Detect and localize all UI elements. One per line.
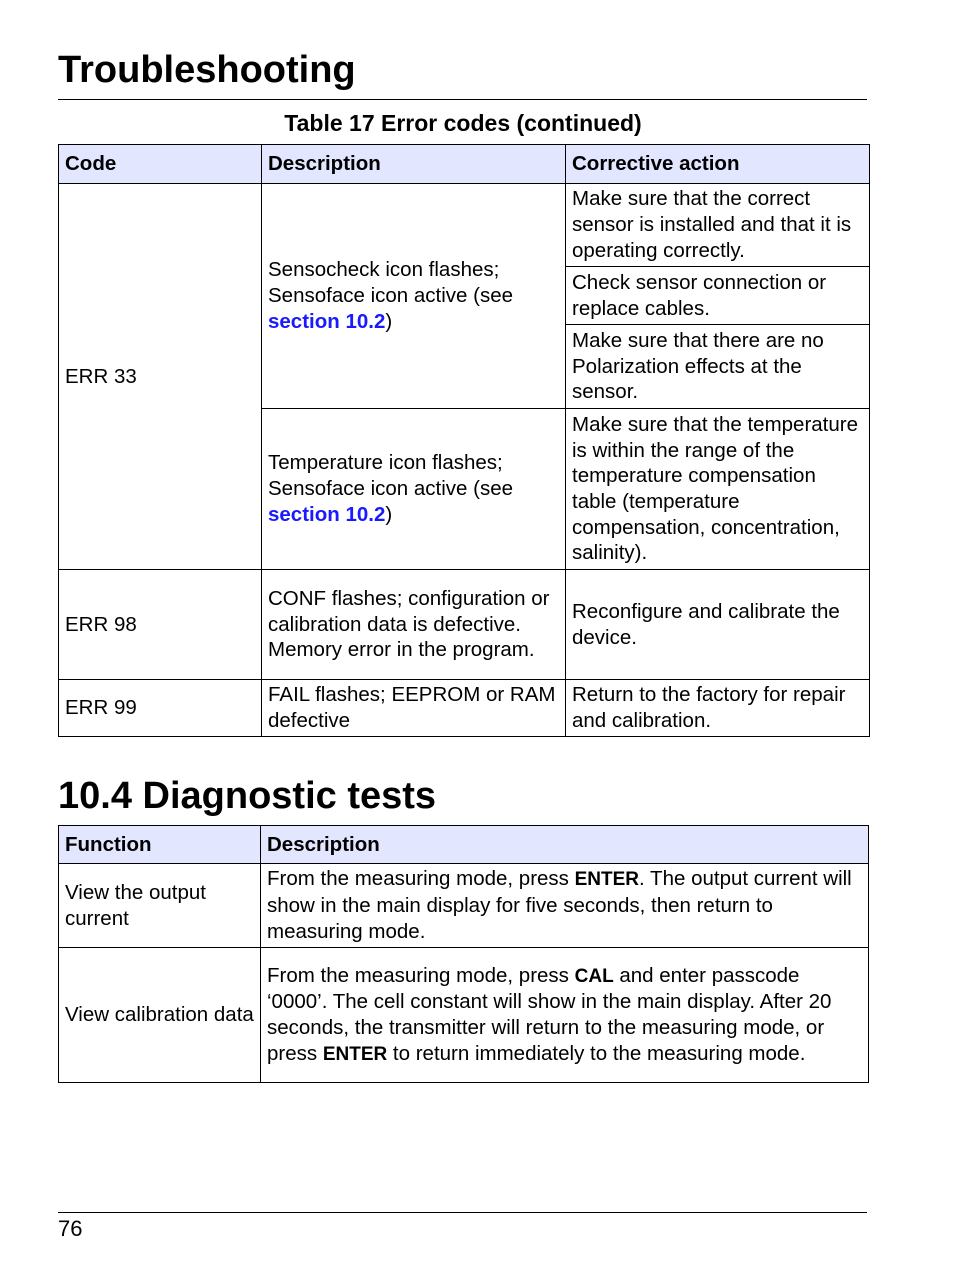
- table-header-row: [59, 145, 870, 184]
- table-row: [59, 680, 870, 737]
- header-rule: [58, 99, 867, 100]
- action-cell: Make sure that there are no Polarization effects at the sensor.: [566, 325, 870, 409]
- page-number: 76: [58, 1216, 83, 1241]
- header-description: Description: [261, 826, 869, 864]
- action-cell: Reconfigure and calibrate the device.: [566, 570, 870, 680]
- section-link[interactable]: section 10.2: [268, 309, 386, 333]
- function-cell: View calibration data: [59, 948, 261, 1083]
- description-text: Sensocheck icon flashes; Sensoface icon active (see: [268, 258, 513, 308]
- code-cell: ERR 99: [59, 680, 262, 737]
- header-code: Code: [59, 145, 262, 184]
- code-cell: ERR 98: [59, 570, 262, 680]
- header-corrective-action: Corrective action: [566, 145, 870, 184]
- diagnostic-tests-table: [58, 825, 869, 1083]
- description-cell: FAIL flashes; EEPROM or RAM defective: [262, 680, 566, 737]
- description-cell: [262, 184, 566, 409]
- code-cell: ERR 33: [59, 184, 262, 570]
- header-description: Description: [262, 145, 566, 184]
- description-cell: [261, 864, 869, 948]
- section-title: 10.4 Diagnostic tests: [58, 775, 437, 817]
- description-text: and enter passcode ‘0000’. The cell constant will show in the main display. After 20 seconds, the transmitter will return to the measuring mode, or press: [267, 963, 832, 1065]
- description-text: . The output current will show in the main display for five seconds, then return to measuring mode.: [267, 867, 852, 943]
- description-text: From the measuring mode, press: [267, 867, 575, 891]
- footer-rule: [58, 1212, 867, 1213]
- header-function: Function: [59, 826, 261, 864]
- table-row: [59, 570, 870, 680]
- enter-key-label: ENTER: [322, 1043, 388, 1065]
- description-cell: [262, 409, 566, 570]
- cal-key-label: CAL: [574, 965, 614, 987]
- action-cell: Check sensor connection or replace cables.: [566, 267, 870, 325]
- enter-key-label: ENTER: [574, 869, 640, 891]
- function-cell: View the output current: [59, 864, 261, 948]
- error-codes-table: [58, 144, 870, 737]
- action-cell: Return to the factory for repair and calibration.: [566, 680, 870, 737]
- table-header-row: [59, 826, 869, 864]
- table-row: [59, 184, 870, 267]
- description-text: Temperature icon flashes; Sensoface icon active (see: [268, 451, 513, 501]
- action-cell: Make sure that the temperature is within the range of the temperature compensation table (temperature compensation, concentration, salinity).: [566, 409, 870, 570]
- table-row: [59, 948, 869, 1083]
- section-link[interactable]: section 10.2: [268, 502, 386, 526]
- description-text: From the measuring mode, press: [267, 963, 575, 987]
- description-text: to return immediately to the measuring mode.: [387, 1041, 806, 1065]
- description-cell: CONF flashes; configuration or calibration data is defective. Memory error in the program.: [262, 570, 566, 680]
- description-cell: [261, 948, 869, 1083]
- description-text: ): [385, 502, 393, 526]
- description-text: ): [385, 309, 393, 333]
- page-title: Troubleshooting: [58, 49, 356, 91]
- table-row: [59, 864, 869, 948]
- action-cell: Make sure that the correct sensor is installed and that it is operating correctly.: [566, 184, 870, 267]
- table-caption: Table 17 Error codes (continued): [284, 110, 642, 136]
